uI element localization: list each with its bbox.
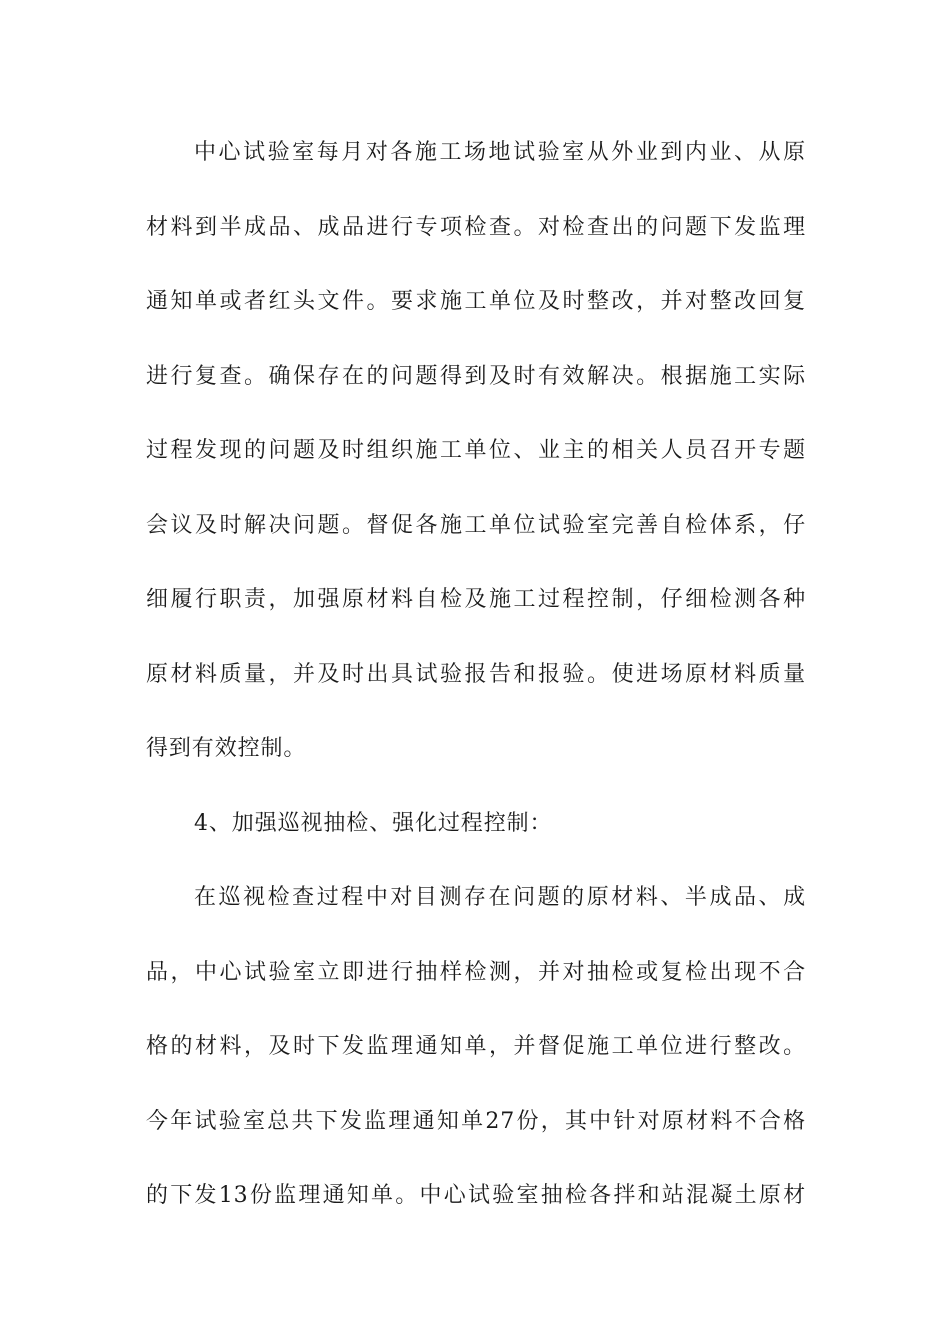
text-line: 通知单或者红头文件。要求施工单位及时整改，并对整改回复 [146,289,806,314]
section-heading: 4、加强巡视抽检、强化过程控制： [194,810,553,836]
document-page [146,116,806,1234]
text-line: 材料到半成品、成品进行专项检查。对检查出的问题下发监理 [146,214,806,240]
text-line: 过程发现的问题及时组织施工单位、业主的相关人员召开专题 [146,438,806,463]
text-line: 进行复查。确保存在的问题得到及时有效解决。根据施工实际 [146,363,806,389]
text-line: 原材料质量，并及时出具试验报告和报验。使进场原材料质量 [146,661,806,687]
text-line: 得到有效控制。 [146,736,307,761]
text-line: 会议及时解决问题。督促各施工单位试验室完善自检体系，仔 [146,512,806,538]
text-line: 品，中心试验室立即进行抽样检测，并对抽检或复检出现不合 [146,959,806,985]
text-line: 中心试验室每月对各施工场地试验室从外业到内业、从原 [194,140,806,165]
paragraph-2 [146,861,806,1234]
text-line: 格的材料，及时下发监理通知单，并督促施工单位进行整改。 [146,1034,806,1059]
text-line: 的下发13份监理通知单。中心试验室抽检各拌和站混凝土原材 [146,1183,806,1208]
paragraph-1 [146,116,806,787]
text-line: 在巡视检查过程中对目测存在问题的原材料、半成品、成 [194,885,806,910]
text-line: 细履行职责，加强原材料自检及施工过程控制，仔细检测各种 [146,587,806,612]
text-line: 今年试验室总共下发监理通知单27份，其中针对原材料不合格 [146,1108,806,1134]
